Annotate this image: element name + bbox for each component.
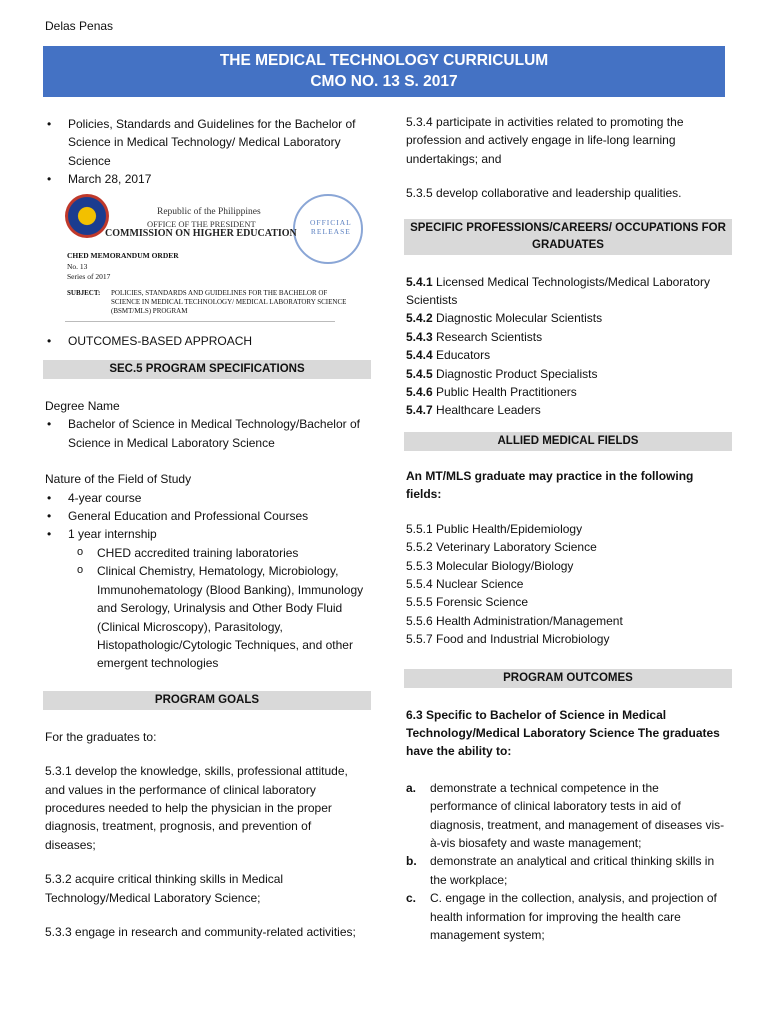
ched-seal-icon [65, 194, 109, 238]
author-name: Delas Penas [45, 19, 114, 33]
title-line-2: CMO NO. 13 S. 2017 [310, 73, 458, 90]
memo-subject-key: SUBJECT: [67, 288, 101, 297]
approach-list [45, 332, 365, 350]
career-text: Educators [436, 348, 491, 363]
career-item [406, 309, 726, 327]
career-item [406, 328, 726, 346]
goal-item: 5.3.5 develop collaborative and leadership qualities. [406, 186, 682, 201]
intro-list [45, 115, 365, 189]
allied-item: 5.5.1 Public Health/Epidemiology [406, 521, 583, 536]
allied-item: 5.5.4 Nuclear Science [406, 576, 524, 591]
career-number: 5.4.7 [406, 403, 433, 418]
nature-bullet: • 4-year course [45, 489, 365, 507]
outcome-text: C. engage in the collection, analysis, and projection of health information for improving the health care management system; [430, 891, 717, 942]
outcomes-intro: 6.3 Specific to Bachelor of Science in Medical Technology/Medical Laboratory Science The graduates have the ability to: [406, 707, 720, 759]
right-column [406, 113, 726, 944]
goals-intro: For the graduates to: [45, 729, 157, 744]
career-text: Diagnostic Product Specialists [436, 366, 598, 381]
degree-name-list [45, 415, 365, 452]
career-list [406, 273, 726, 420]
nature-sub-list [45, 544, 365, 673]
allied-item: 5.5.6 Health Administration/Management [406, 613, 623, 628]
career-item [406, 365, 726, 383]
nature-heading: Nature of the Field of Study [45, 472, 192, 487]
career-item [406, 383, 726, 401]
allied-item: 5.5.2 Veterinary Laboratory Science [406, 540, 597, 555]
memo-divider [65, 321, 335, 322]
nature-bullet: • General Education and Professional Courses [45, 507, 365, 525]
intro-bullet-title: • Policies, Standards and Guidelines for the Bachelor of Science in Medical Technology/ Medical Laboratory Science [45, 115, 365, 170]
intro-bullet-date: • March 28, 2017 [45, 170, 365, 188]
goal-item: 5.3.1 develop the knowledge, skills, professional attitude, and values in the performance of clinical laboratory procedures needed to help the physician in the proper diagnosis, treatment, prognosis, and prevention of diseases; [45, 764, 348, 852]
memo-subject [67, 289, 357, 316]
outcome-marker: c. [406, 891, 417, 906]
memo-republic: Republic of the Philippines [157, 206, 261, 217]
nature-sub-item: o Clinical Chemistry, Hematology, Microbiology, Immunohematology (Blood Banking), Immunology and Serology, Urinalysis and Other Body Fluid (Clinical Microscopy), Parasitology, Histopathologic/Cytologic Techniques, and other emergent technologies [68, 562, 365, 672]
section-header-program-outcomes: PROGRAM OUTCOMES [404, 669, 732, 688]
career-text: Public Health Practitioners [436, 385, 577, 400]
section-header-program-specifications: SEC.5 PROGRAM SPECIFICATIONS [43, 360, 371, 379]
outcome-marker: a. [406, 780, 417, 795]
memo-label: CHED MEMORANDUM ORDER [67, 250, 179, 260]
outcomes-list [406, 779, 726, 945]
section-header-program-goals: PROGRAM GOALS [43, 691, 371, 710]
memo-series: Series of 2017 [67, 271, 111, 281]
approach-bullet: • OUTCOMES-BASED APPROACH [45, 332, 365, 350]
career-text: Licensed Medical Technologists/Medical Laboratory Scientists [406, 274, 710, 308]
outcome-text: demonstrate an analytical and critical thinking skills in the workplace; [430, 854, 715, 887]
career-item [406, 346, 726, 364]
memo-subject-value: POLICIES, STANDARDS AND GUIDELINES FOR THE BACHELOR OF SCIENCE IN MEDICAL TECHNOLOGY/ MEDICAL LABORATORY SCIENCE (BSMT/MLS) PROGRAM [111, 288, 347, 315]
section-header-careers: SPECIFIC PROFESSIONS/CAREERS/ OCCUPATIONS FOR GRADUATES [404, 219, 732, 255]
outcome-text: demonstrate a technical competence in the performance of clinical laboratory tests in aid of diagnosis, treatment, and management of diseases vis-à-vis biosafety and waste management; [430, 780, 725, 850]
memo-stamp-text: OFFICIAL RELEASE [310, 217, 352, 236]
memo-office: OFFICE OF THE PRESIDENT [147, 218, 256, 229]
career-text: Diagnostic Molecular Scientists [436, 311, 603, 326]
career-item [406, 273, 726, 310]
section-header-allied-fields: ALLIED MEDICAL FIELDS [404, 432, 732, 451]
goal-item: 5.3.4 participate in activities related to promoting the profession and actively engage in life-long learning undertakings; and [406, 115, 684, 166]
left-column [45, 115, 365, 941]
allied-intro: An MT/MLS graduate may practice in the following fields: [406, 468, 694, 502]
outcome-item [406, 779, 726, 853]
outcome-item [406, 889, 726, 944]
title-line-1: THE MEDICAL TECHNOLOGY CURRICULUM [219, 52, 549, 69]
allied-item: 5.5.3 Molecular Biology/Biology [406, 558, 574, 573]
outcome-marker: b. [406, 854, 417, 869]
memo-image [65, 194, 365, 324]
career-number: 5.4.1 [406, 274, 433, 289]
career-number: 5.4.2 [406, 311, 433, 326]
degree-name-bullet: • Bachelor of Science in Medical Technology/Bachelor of Science in Medical Laboratory Science [45, 415, 365, 452]
nature-bullet: • 1 year internship [45, 525, 365, 543]
degree-name-heading: Degree Name [45, 399, 120, 414]
nature-sub-item: o CHED accredited training laboratories [68, 544, 365, 562]
goal-item: 5.3.3 engage in research and community-related activities; [45, 924, 356, 939]
outcome-item [406, 852, 726, 889]
allied-item: 5.5.5 Forensic Science [406, 595, 529, 610]
goal-item: 5.3.2 acquire critical thinking skills in Medical Technology/Medical Laboratory Science; [45, 872, 284, 905]
title-banner [43, 46, 725, 97]
career-text: Healthcare Leaders [436, 403, 541, 418]
allied-item: 5.5.7 Food and Industrial Microbiology [406, 632, 610, 647]
career-number: 5.4.6 [406, 385, 433, 400]
career-item [406, 401, 726, 419]
memo-number: No. 13 [67, 261, 88, 271]
memo-commission: COMMISSION ON HIGHER EDUCATION [105, 227, 297, 239]
career-number: 5.4.4 [406, 348, 433, 363]
career-text: Research Scientists [436, 329, 543, 344]
career-number: 5.4.3 [406, 329, 433, 344]
nature-list [45, 489, 365, 544]
allied-list [406, 520, 726, 649]
career-number: 5.4.5 [406, 366, 433, 381]
